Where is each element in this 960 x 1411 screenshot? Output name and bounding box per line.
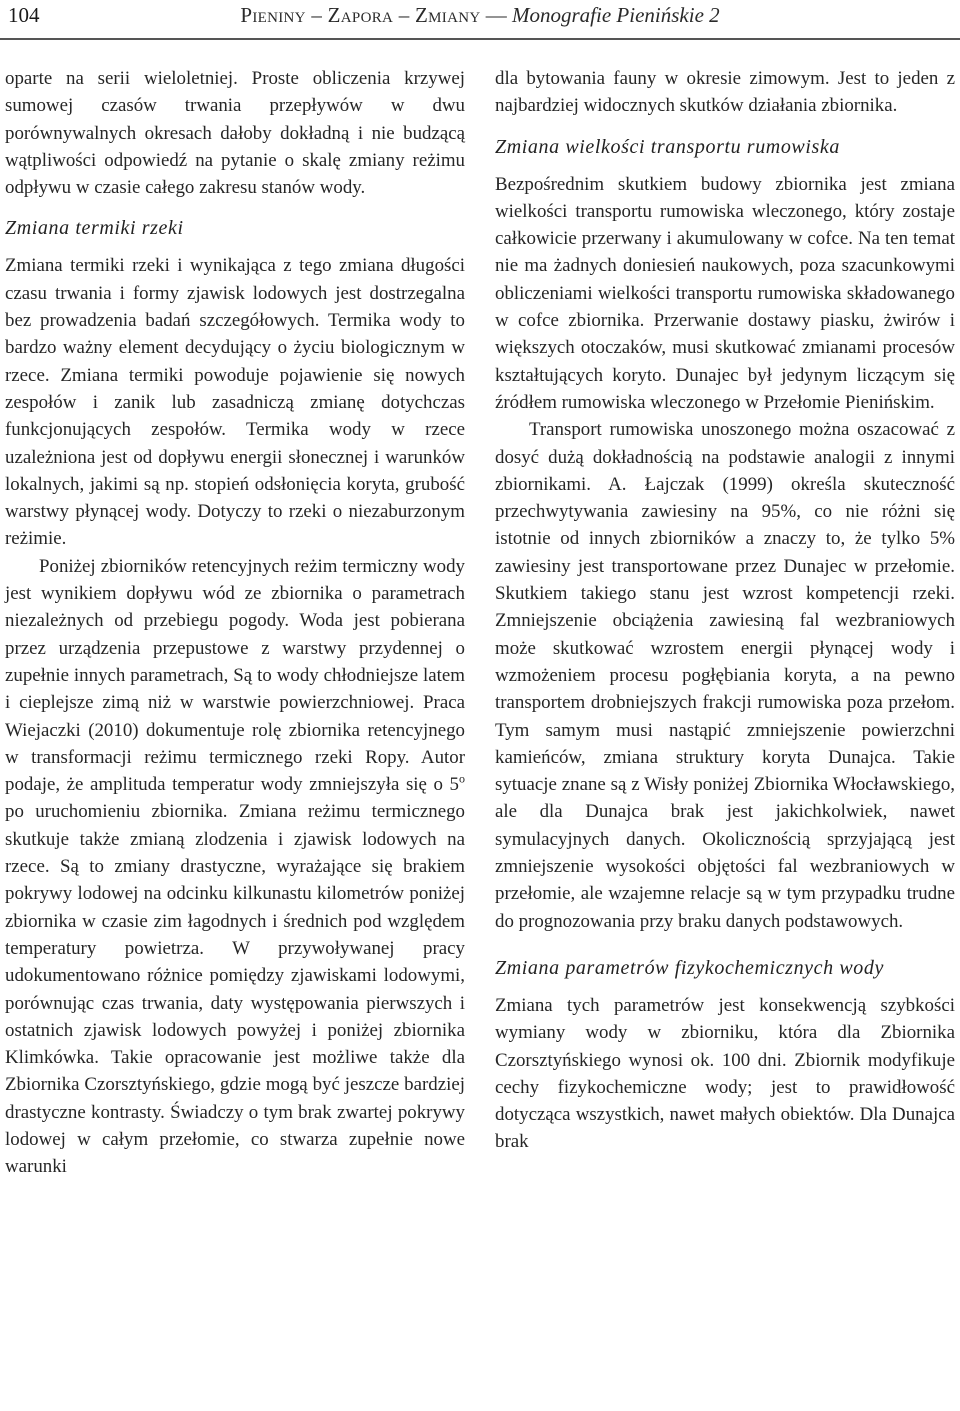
right-paragraph-4: Zmiana tych parametrów jest konsekwencją szybkości wymiany wody w zbiorniku, która dla Zbiornika Czorsztyńskiego wynosi ok. 100 dni. Zbiornik modyfikuje cechy fizykochemiczne wody; jest to prawidłowość dotycząca wszystkich, nawet małych obiektów. Dla Dunajca brak: [495, 994, 955, 1153]
page-header: [0, 0, 960, 36]
left-paragraph-3: [5, 553, 465, 1181]
left-paragraph-2: Zmiana termiki rzeki i wynikająca z tego zmiana długości czasu trwania i formy zjawisk lodowych jest dostrzegalna bez prowadzenia badań szczegółowych. Termika wody to bardzo ważny element decydujący o życiu biologicznym w rzece. Zmiana termiki powoduje pojawienie się nowych zespołów i zanik lub zasadniczą zmianę dotychczas funkcjonujących zespołów. Termika wody w rzece uzależniona jest od dopływu energii słonecznej i warunków lokalnych, jakimi są np. stopień odsłonięcia koryta, grubość warstwy płynącej wody. Dotyczy to rzeki o niezaburzonym reżimie.: [5, 255, 465, 550]
left-paragraph-3-part-a: Poniżej zbiorników retencyjnych reżim termiczny wody jest wynikiem dopływu wód ze zbiornika o parametrach niezależnych od przebiegu pogody. Woda jest pobierana przez urządzenia przepustowe z warstwy przydennej o zupełnie innych parametrach, Są to wody chłodniejsze latem i cieplejsze zimą niż w warstwie powierzchniowej. Praca Wiejaczki (2010) dokumentuje rolę zbiornika retencyjnego w transformacji reżimu termicznego rzeki Ropy. Autor podaje, że amplituda temperatur wody zmniejszyła się o 5: [5, 555, 465, 796]
section-heading-thermal: Zmiana termiki rzeki: [5, 217, 184, 240]
running-head: [0, 3, 960, 28]
right-column: [495, 65, 955, 1156]
left-column: [5, 65, 465, 1181]
section-heading-sediment: Zmiana wielkości transportu rumowiska: [495, 135, 840, 158]
page-number: 104: [8, 3, 40, 27]
running-head-monograph: Monografie Pienińskie 2: [512, 3, 720, 27]
running-head-series: Pieniny – Zapora – Zmiany: [240, 3, 481, 27]
left-paragraph-3-part-b: po uruchomieniu zbiornika. Zmiana reżimu termicznego skutkuje także zmianą zlodzenia i zjawisk lodowych na rzece. Są to zmiany drastyczne, wyrażające się brakiem pokrywy lodowej na odcinku kilkunastu kilometrów poniżej zbiornika w czasie zim łagodnych i średnich pod względem temperatury powietrza. W przywoływanej pracy udokumentowano różnice pomiędzy zjawiskami lodowymi, porównując czas trwania, daty występowania pierwszych i ostatnich zjawisk lodowych powyżej i poniżej zbiornika Klimkówka. Takie opracowanie jest możliwe także dla Zbiornika Czorsztyńskiego, gdzie mogą być jeszcze bardziej drastyczne kontrasty. Świadczy o tym brak zwartej pokrywy lodowej w całym przełomie, co stwarza zupełnie nowe warunki: [5, 801, 465, 1178]
header-rule: [0, 38, 960, 40]
running-head-separator: —: [480, 3, 513, 27]
left-paragraph-1: oparte na serii wieloletniej. Proste obliczenia krzywej sumowej czasów trwania przepływów w dwu porównywalnych okresach dałoby dokładną i nie budzącą wątpliwości odpowiedź na pytanie o skalę zmiany reżimu odpływu w czasie całego zakresu stanów wody.: [5, 68, 465, 199]
right-paragraph-2: Bezpośrednim skutkiem budowy zbiornika jest zmiana wielkości transportu rumowiska wleczonego, który zostaje całkowicie przerwany i akumulowany w cofce. Na ten temat nie ma żadnych doniesień naukowych, poza szacunkowymi obliczeniami wielkości transportu rumowiska składowanego w cofce zbiornika. Przerwanie dostawy piasku, żwirów i większych otoczaków, musi skutkować zmianami procesów kształtujących koryto. Dunajec był jedynym liczącym się źródłem rumowiska wleczonego w Przełomie Pienińskim.: [495, 173, 955, 413]
right-paragraph-3: Transport rumowiska unoszonego można oszacować z dosyć dużą dokładnością na podstawie analogii z innymi zbiornikami. A. Łajczak (1999) określa skuteczność przechwytywania zawiesiny na 95%, co nie różni się istotnie od innych zbiorników a znaczy to, że tylko 5% zawiesiny jest transportowane przez Dunajec w przełomie. Skutkiem takiego stanu jest wzrost kompetencji rzeki. Zmniejszenie obciążenia zawiesiną fal wezbraniowych może skutkować wzrostem energii płynącej wody i wzmożeniem procesu pogłębiania koryta, a na pewno transportem drobniejszych frakcji rumowiska poza przełom. Tym samym musi nastąpić zmniejszenie powierzchni kamieńców, zmiana struktury koryta Dunajca. Takie sytuacje znane są z Wisły poniżej Zbiornika Włocławskiego, ale dla Dunajca brak jest jakichkolwiek, nawet symulacyjnych danych. Okolicznością sprzyjającą jest zmniejszenie wysokości objętości fal wezbraniowych w przełomie, ale wzajemne relacje są w tym przypadku trudne do prognozowania przy braku danych podstawowych.: [495, 419, 955, 932]
right-paragraph-1: dla bytowania fauny w okresie zimowym. Jest to jeden z najbardziej widocznych skutków działania zbiornika.: [495, 68, 955, 117]
degree-superscript: o: [459, 771, 465, 786]
section-heading-physicochemical: Zmiana parametrów fizykochemicznych wody: [495, 956, 884, 979]
